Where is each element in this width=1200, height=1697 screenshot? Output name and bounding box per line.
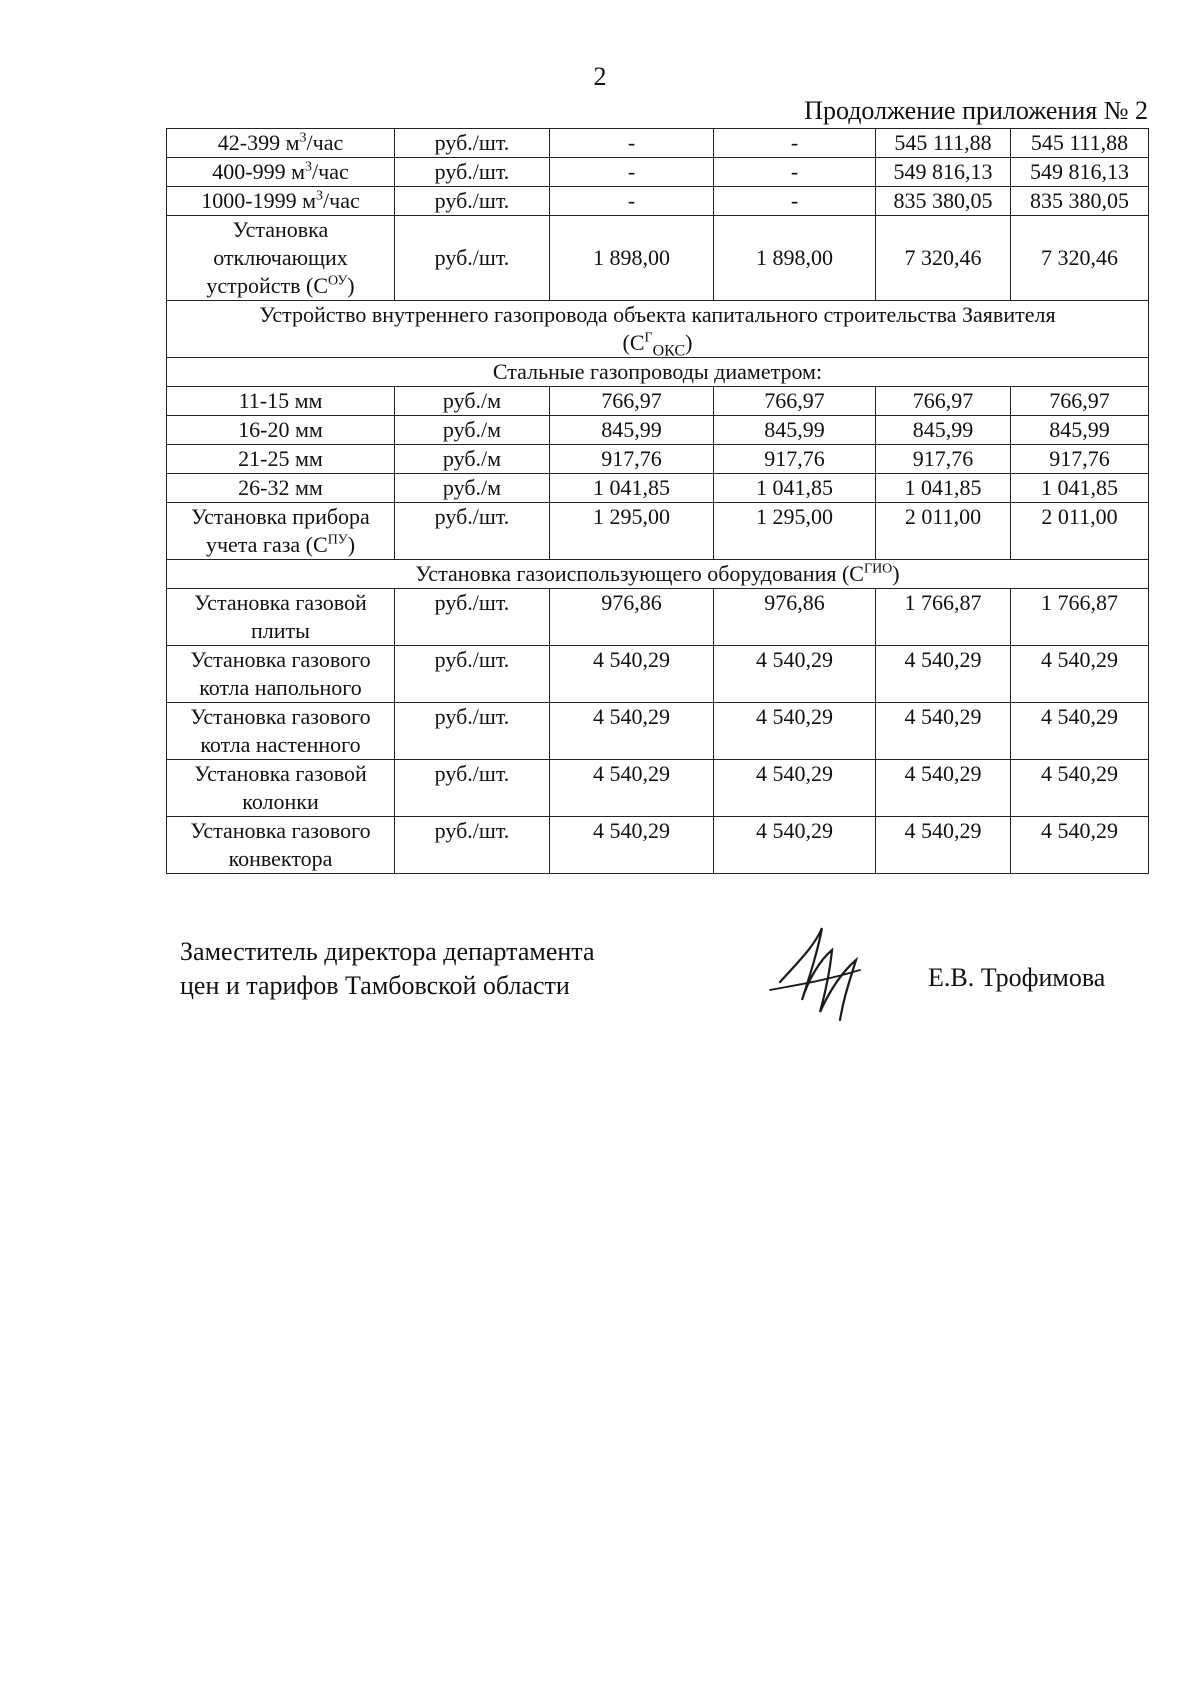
value-cell: 4 540,29 [714,817,876,874]
value-cell: 1 041,85 [876,474,1011,503]
value-cell: 1 898,00 [714,216,876,301]
value-cell: 845,99 [714,416,876,445]
value-cell: 845,99 [876,416,1011,445]
unit-cell: руб./шт. [395,760,550,817]
unit-cell: руб./шт. [395,129,550,158]
value-cell: 4 540,29 [876,646,1011,703]
value-cell: 549 816,13 [1011,158,1149,187]
position-line: Заместитель директора департамента [180,937,595,966]
unit-cell: руб./шт. [395,703,550,760]
row-label: 16-20 мм [167,416,395,445]
table-row [167,158,1149,187]
value-cell: 4 540,29 [876,760,1011,817]
signatory-position [180,935,595,1003]
section-steel-pipes: Стальные газопроводы диаметром: [167,358,1149,387]
value-cell: - [550,158,714,187]
section-row [167,560,1149,589]
unit-cell: руб./шт. [395,646,550,703]
unit-cell: руб./м [395,445,550,474]
value-cell: 976,86 [550,589,714,646]
value-cell: 4 540,29 [550,703,714,760]
position-line: цен и тарифов Тамбовской области [180,971,570,1000]
unit-cell: руб./м [395,416,550,445]
value-cell: 917,76 [714,445,876,474]
unit-cell: руб./м [395,474,550,503]
table-row [167,187,1149,216]
table-row [167,416,1149,445]
signatory-name: Е.В. Трофимова [928,963,1106,992]
value-cell: 4 540,29 [876,817,1011,874]
table-row [167,817,1149,874]
row-label: 21-25 мм [167,445,395,474]
value-cell: 917,76 [550,445,714,474]
row-label: Установка газового конвектора [167,817,395,874]
value-cell: 1 898,00 [550,216,714,301]
row-label: 1000-1999 $м^3$/час [167,187,395,216]
table-row [167,387,1149,416]
page-number: 2 [593,62,607,91]
row-label: Установка газового котла напольного [167,646,395,703]
tariff-table [166,128,1149,874]
value-cell: 7 320,46 [1011,216,1149,301]
value-cell: 4 540,29 [876,703,1011,760]
value-cell: 2 011,00 [1011,503,1149,560]
value-cell: 835 380,05 [876,187,1011,216]
section-row [167,301,1149,358]
row-label: Установка газовой плиты [167,589,395,646]
value-cell: 845,99 [1011,416,1149,445]
value-cell: 976,86 [714,589,876,646]
value-cell: 766,97 [1011,387,1149,416]
handwritten-signature [760,920,880,1030]
value-cell: 1 295,00 [714,503,876,560]
value-cell: 2 011,00 [876,503,1011,560]
value-cell: - [714,187,876,216]
row-label: 400-999 $м^3$/час [167,158,395,187]
section-equipment: Установка газоиспользующего оборудования $(С^{ГИО})$ [167,560,1149,589]
table-row [167,129,1149,158]
value-cell: 1 295,00 [550,503,714,560]
unit-cell: руб./шт. [395,503,550,560]
table-row [167,445,1149,474]
value-cell: 4 540,29 [714,703,876,760]
section-row [167,358,1149,387]
value-cell: 766,97 [714,387,876,416]
row-label: 11-15 мм [167,387,395,416]
value-cell: 545 111,88 [1011,129,1149,158]
value-cell: 766,97 [876,387,1011,416]
value-cell: 4 540,29 [1011,703,1149,760]
table-row [167,503,1149,560]
value-cell: 4 540,29 [550,760,714,817]
value-cell: 1 766,87 [876,589,1011,646]
value-cell: 845,99 [550,416,714,445]
table-row [167,474,1149,503]
value-cell: 766,97 [550,387,714,416]
table-row [167,703,1149,760]
value-cell: 1 041,85 [714,474,876,503]
value-cell: 1 041,85 [1011,474,1149,503]
row-label: Установка прибора учета газа $(С^{ПУ})$ [167,503,395,560]
value-cell: 1 766,87 [1011,589,1149,646]
table-row [167,216,1149,301]
row-label: 26-32 мм [167,474,395,503]
value-cell: 549 816,13 [876,158,1011,187]
row-label: Установка газовой колонки [167,760,395,817]
value-cell: 545 111,88 [876,129,1011,158]
table-row [167,760,1149,817]
row-label: Установка газового котла настенного [167,703,395,760]
value-cell: - [550,187,714,216]
row-label: 42-399 $м^3$/час [167,129,395,158]
unit-cell: руб./шт. [395,589,550,646]
value-cell: 4 540,29 [1011,760,1149,817]
value-cell: - [550,129,714,158]
value-cell: 4 540,29 [714,760,876,817]
section-internal-pipeline: Устройство внутреннего газопровода объекта капитального строительства Заявителя $(С^Г_{ОКС})$ [167,301,1149,358]
value-cell: 917,76 [876,445,1011,474]
row-label: Установка отключающих устройств $(С^{ОУ})$ [167,216,395,301]
unit-cell: руб./шт. [395,158,550,187]
value-cell: 7 320,46 [876,216,1011,301]
value-cell: - [714,129,876,158]
value-cell: 4 540,29 [550,646,714,703]
value-cell: 835 380,05 [1011,187,1149,216]
table-row [167,589,1149,646]
unit-cell: руб./шт. [395,216,550,301]
appendix-note: Продолжение приложения № 2 [804,96,1148,125]
value-cell: 1 041,85 [550,474,714,503]
value-cell: 4 540,29 [714,646,876,703]
value-cell: 4 540,29 [1011,817,1149,874]
table-row [167,646,1149,703]
unit-cell: руб./м [395,387,550,416]
unit-cell: руб./шт. [395,187,550,216]
value-cell: 4 540,29 [1011,646,1149,703]
value-cell: 4 540,29 [550,817,714,874]
unit-cell: руб./шт. [395,817,550,874]
value-cell: - [714,158,876,187]
value-cell: 917,76 [1011,445,1149,474]
